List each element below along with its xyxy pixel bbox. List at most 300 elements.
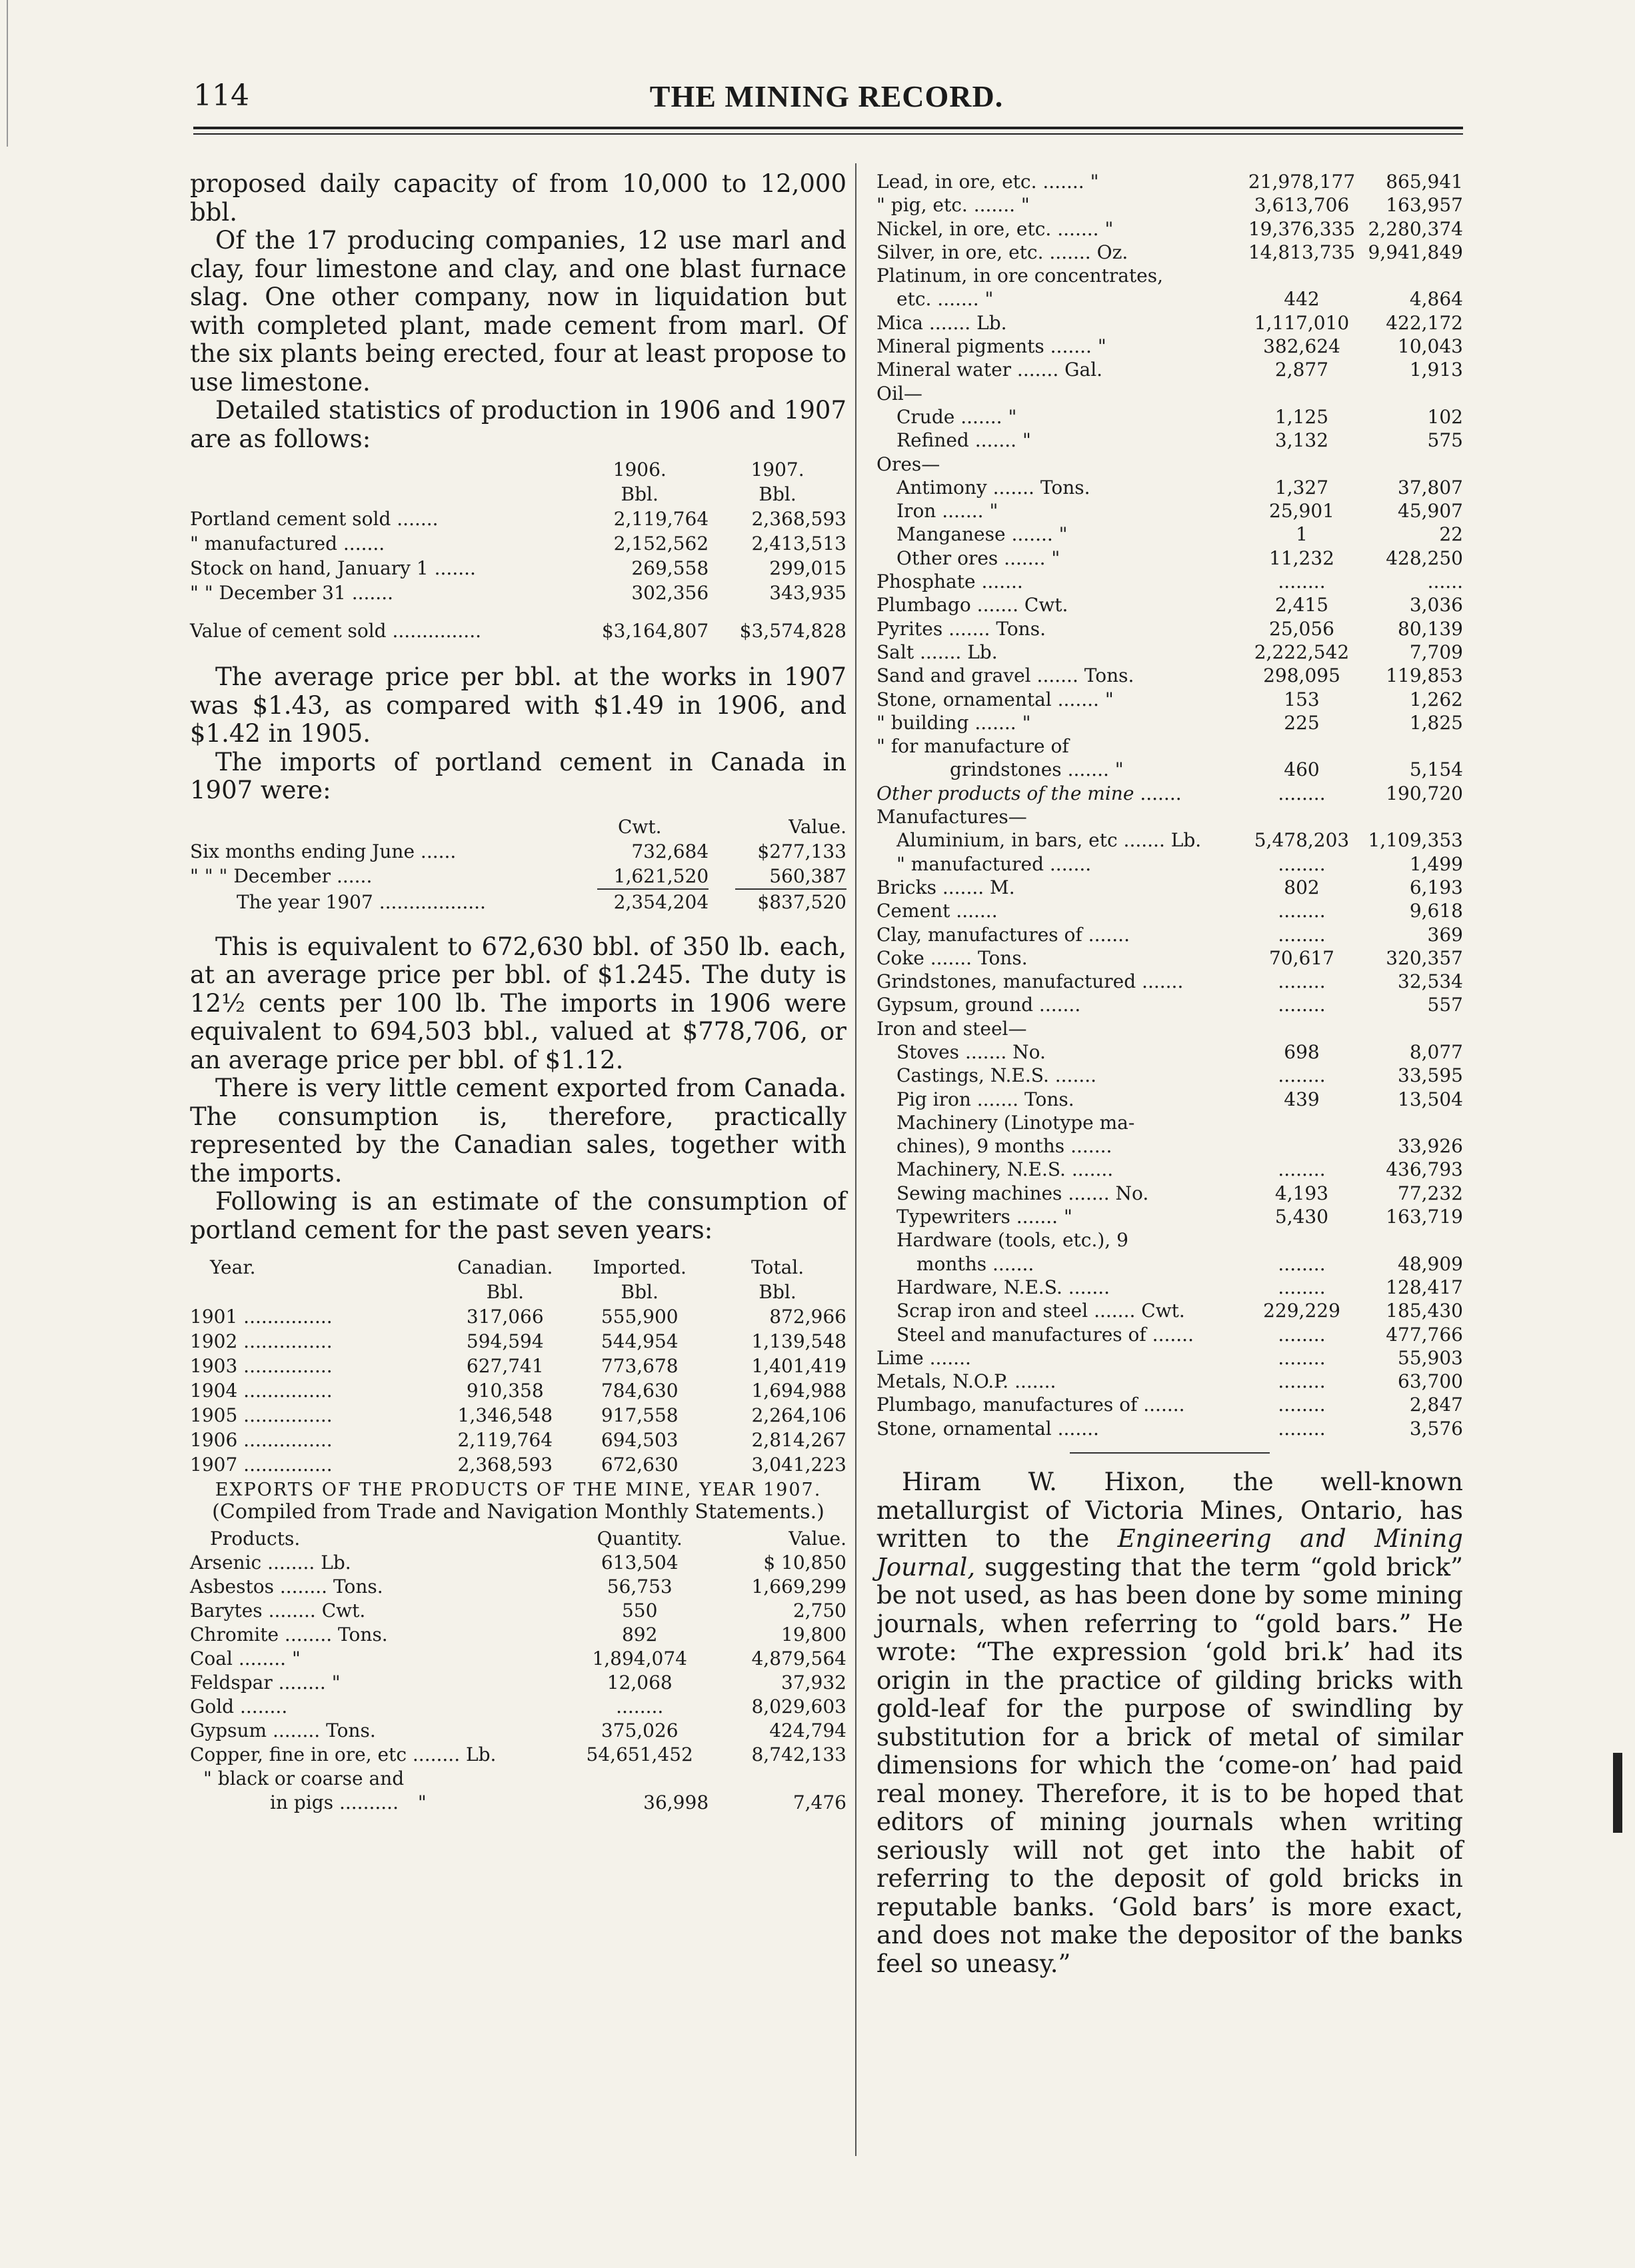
cell: ........ xyxy=(616,1696,664,1717)
cell: 424,794 xyxy=(769,1719,846,1741)
cell: 102 xyxy=(1427,405,1463,428)
cell: 37,932 xyxy=(781,1672,846,1694)
cell: 343,935 xyxy=(769,582,846,604)
cell xyxy=(1246,264,1357,287)
table-row: Phosphate ....... ........ ...... xyxy=(876,570,1463,593)
table-row: " building ....... " 225 1,825 xyxy=(876,711,1463,734)
col-header: Canadian. xyxy=(457,1256,553,1278)
cell: 229,229 xyxy=(1263,1300,1340,1322)
table-row xyxy=(876,453,1463,476)
cell: 698 xyxy=(1284,1040,1320,1063)
cell: 2,354,204 xyxy=(613,890,709,913)
col-header: Products. xyxy=(210,1528,301,1550)
cell: 14,813,735 xyxy=(1248,241,1356,263)
cell: ........ xyxy=(1278,1064,1326,1087)
row-year: 1906 xyxy=(190,1429,238,1451)
cell xyxy=(1246,453,1357,476)
cell: 12,068 xyxy=(607,1672,673,1694)
row-label: Stock on hand, January 1 xyxy=(190,557,429,579)
row-label: Other products of the mine xyxy=(876,782,1134,804)
row-unit: " xyxy=(1022,711,1031,734)
row-label: Silver, in ore, etc. xyxy=(876,241,1044,263)
row-unit: Lb. xyxy=(967,640,998,663)
table-row: Barytes ........ Cwt. 550 2,750 xyxy=(190,1600,846,1622)
row-label: Stone, ornamental xyxy=(876,1417,1052,1440)
row-label: " pig, etc. xyxy=(876,194,968,217)
page-header xyxy=(193,79,1460,125)
table-row xyxy=(876,382,1463,405)
table-row: Gold ........ ........ 8,029,603 xyxy=(190,1696,846,1717)
cell: 1,669,299 xyxy=(751,1576,846,1598)
row-label: Lime xyxy=(876,1346,924,1369)
cell: $3,164,807 xyxy=(601,620,709,642)
table-row: etc. ....... " 442 4,864 xyxy=(896,288,1463,311)
cell: 2,413,513 xyxy=(751,533,846,555)
row-unit: " xyxy=(417,1791,427,1813)
row-unit: Tons. xyxy=(333,1576,383,1598)
table-row: Silver, in ore, etc. ....... Oz. 14,813,735 9,941,849 xyxy=(876,241,1463,263)
cell: 4,193 xyxy=(1274,1182,1329,1204)
cell: 1,139,548 xyxy=(751,1330,846,1352)
cell xyxy=(1246,1017,1357,1040)
table-row: " " " December ...... 1,621,520 560,387 xyxy=(190,864,846,887)
cell: ........ xyxy=(1278,1323,1326,1346)
col-header: Total. xyxy=(751,1256,805,1278)
row-label: Gold xyxy=(190,1696,235,1717)
cell: 694,503 xyxy=(601,1429,679,1451)
row-unit: " xyxy=(1051,547,1060,569)
row-year: 1907 xyxy=(190,1454,238,1476)
cell: 477,766 xyxy=(1386,1323,1463,1346)
cell: ........ xyxy=(1278,1276,1326,1298)
row-label: Hardware, N.E.S. xyxy=(896,1276,1062,1298)
cell xyxy=(1246,382,1357,405)
cell: 1,125 xyxy=(1274,405,1329,428)
right-column xyxy=(876,170,1463,1978)
cell: 2,877 xyxy=(1274,359,1329,381)
cell: 3,613,706 xyxy=(1254,194,1350,217)
row-label: Crude xyxy=(896,405,955,428)
cell: 1,327 xyxy=(1274,476,1329,499)
cell: 77,232 xyxy=(1398,1182,1463,1204)
table-row: Castings, N.E.S. ....... ........ 33,595 xyxy=(896,1064,1463,1087)
cell: 36,998 xyxy=(643,1791,709,1813)
cell: 2,152,562 xyxy=(613,533,709,555)
cell: 594,594 xyxy=(466,1330,544,1352)
cell: 320,357 xyxy=(1386,946,1463,969)
cell: 55,903 xyxy=(1398,1346,1463,1369)
cell: 2,280,374 xyxy=(1368,217,1463,240)
row-unit: Tons. xyxy=(996,617,1046,640)
row-label: Oil— xyxy=(876,382,922,405)
cell: 627,741 xyxy=(466,1355,544,1377)
table-row: Lime ....... ........ 55,903 xyxy=(876,1346,1463,1369)
table-row xyxy=(876,264,1463,287)
table-row: Gypsum, ground ....... ........ 557 xyxy=(876,994,1463,1016)
row-label: The year 1907 xyxy=(237,890,373,913)
cell: 555,900 xyxy=(601,1306,679,1328)
row-label: chines), 9 months xyxy=(896,1135,1065,1158)
cell: 4,879,564 xyxy=(751,1648,846,1670)
row-unit: Cwt. xyxy=(1024,594,1068,616)
paragraph: Detailed statistics of production in 1906 and 1907 are as follows: xyxy=(190,396,846,453)
cell: ........ xyxy=(1278,1158,1326,1181)
cell: ........ xyxy=(1278,900,1326,922)
row-unit: " xyxy=(331,1672,341,1694)
page-number: 114 xyxy=(193,79,249,113)
row-unit: Tons. xyxy=(326,1719,376,1741)
table-row: " manufactured ....... 2,152,562 2,413,513 xyxy=(190,533,846,555)
cell: 10,043 xyxy=(1398,335,1463,358)
cell: 575 xyxy=(1427,429,1463,452)
cell: 436,793 xyxy=(1386,1158,1463,1181)
row-label: Metals, N.O.P. xyxy=(876,1370,1009,1393)
cell: 560,387 xyxy=(769,864,846,887)
cell xyxy=(1246,805,1357,828)
cell: 9,941,849 xyxy=(1368,241,1463,263)
cell: 190,720 xyxy=(1386,782,1463,804)
table-row: Iron ....... " 25,901 45,907 xyxy=(896,500,1463,523)
row-label: Castings, N.E.S. xyxy=(896,1064,1049,1087)
cell: 163,957 xyxy=(1386,194,1463,217)
table-row: grindstones ....... " 460 5,154 xyxy=(950,758,1463,781)
table-row: 1903 ............... 627,741 773,678 1,401,419 xyxy=(190,1355,846,1377)
cell: 8,077 xyxy=(1409,1040,1463,1063)
row-unit: Cwt. xyxy=(321,1600,366,1622)
row-unit: " xyxy=(1063,1206,1072,1228)
cell xyxy=(1358,1017,1463,1040)
table-row: Metals, N.O.P. ....... ........ 63,700 xyxy=(876,1370,1463,1393)
row-unit: Tons. xyxy=(1024,1088,1074,1110)
cell: 56,753 xyxy=(607,1576,673,1598)
row-label: grindstones xyxy=(950,758,1062,781)
row-label: Nickel, in ore, etc. xyxy=(876,217,1052,240)
row-label: Stoves xyxy=(896,1040,960,1063)
table-row: Arsenic ........ Lb. 613,504 $ 10,850 xyxy=(190,1552,846,1574)
table-row: Lead, in ore, etc. ....... " 21,978,177 865,941 xyxy=(876,171,1463,193)
journal-title: Engineering and Mining Journal, xyxy=(876,1524,1463,1582)
paragraph: Following is an estimate of the consumption of portland cement for the past seven years: xyxy=(190,1187,846,1244)
table-row: Gypsum ........ Tons. 375,026 424,794 xyxy=(190,1719,846,1741)
cell: $ 10,850 xyxy=(763,1552,846,1574)
cell: 382,624 xyxy=(1263,335,1340,358)
cell: 550 xyxy=(621,1600,658,1622)
row-unit: " xyxy=(1104,217,1114,240)
separator-rule xyxy=(1070,1452,1270,1454)
table-row: Manganese ....... " 1 22 xyxy=(896,523,1463,546)
cell: 19,800 xyxy=(781,1624,846,1646)
cell: 917,558 xyxy=(601,1404,679,1426)
cell: 3,576 xyxy=(1409,1417,1463,1440)
table-row: Refined ....... " 3,132 575 xyxy=(896,429,1463,452)
col-unit: Bbl. xyxy=(486,1281,524,1303)
cell: 3,041,223 xyxy=(751,1454,846,1476)
cell: ........ xyxy=(1278,1417,1326,1440)
row-label: " for manufacture of xyxy=(876,735,1069,758)
cell: 1,694,988 xyxy=(751,1380,846,1402)
row-label: Other ores xyxy=(896,547,998,569)
exports-title: EXPORTS OF THE PRODUCTS OF THE MINE, YEAR 1907. xyxy=(215,1480,822,1500)
cell xyxy=(1358,805,1463,828)
table-row: Plumbago ....... Cwt. 2,415 3,036 xyxy=(876,594,1463,616)
cell: 299,015 xyxy=(769,557,846,579)
column-divider xyxy=(855,163,856,2156)
running-title: THE MINING RECORD. xyxy=(649,79,1004,113)
cell: 892 xyxy=(621,1624,658,1646)
row-unit: " xyxy=(984,288,994,311)
cell xyxy=(1358,264,1463,287)
cell xyxy=(1358,1111,1463,1134)
row-unit: Lb. xyxy=(976,311,1007,334)
table-row: Crude ....... " 1,125 102 xyxy=(896,405,1463,428)
cell: 119,853 xyxy=(1386,664,1463,687)
cell: 269,558 xyxy=(631,557,709,579)
cell: 11,232 xyxy=(1269,547,1334,569)
row-unit: " xyxy=(1022,429,1031,452)
table-row: Plumbago, manufactures of ....... ........ 2,847 xyxy=(876,1394,1463,1416)
cell: 8,029,603 xyxy=(751,1696,846,1717)
table-row: Sand and gravel ....... Tons. 298,095 119,853 xyxy=(876,664,1463,687)
table-row: Other ores ....... " 11,232 428,250 xyxy=(896,547,1463,569)
cell: 2,119,764 xyxy=(457,1429,553,1451)
row-year: 1904 xyxy=(190,1380,238,1402)
exports-subtitle: (Compiled from Trade and Navigation Monthly Statements.) xyxy=(212,1500,824,1524)
cell xyxy=(1246,1134,1357,1158)
row-label: Clay, manufactures of xyxy=(876,923,1082,946)
cell: ........ xyxy=(1278,852,1326,875)
row-label: Gypsum xyxy=(190,1719,267,1741)
cell: 70,617 xyxy=(1269,946,1334,969)
cell: 25,901 xyxy=(1269,500,1334,523)
row-label: Manufactures— xyxy=(876,806,1027,828)
cell: 7,476 xyxy=(793,1791,846,1813)
table-row: Coke ....... Tons. 70,617 320,357 xyxy=(876,946,1463,969)
col-unit: Bbl. xyxy=(621,1281,659,1303)
row-label: Refined xyxy=(896,429,969,452)
cell: 732,684 xyxy=(631,840,709,862)
cell: 13,504 xyxy=(1398,1088,1463,1110)
cell: ........ xyxy=(1278,994,1326,1016)
table-row: Pyrites ....... Tons. 25,056 80,139 xyxy=(876,617,1463,640)
table-row xyxy=(876,1017,1463,1040)
paragraph: The imports of portland cement in Canada in 1907 were: xyxy=(190,747,846,804)
cell: 48,909 xyxy=(1398,1252,1463,1275)
cell: ........ xyxy=(1278,782,1326,804)
table-row: " pig, etc. ....... " 3,613,706 163,957 xyxy=(876,194,1463,217)
cell: 2,264,106 xyxy=(751,1404,846,1426)
cell xyxy=(1246,1111,1357,1134)
col-header: Value. xyxy=(789,1528,846,1550)
row-label: Arsenic xyxy=(190,1552,262,1574)
row-label: in pigs xyxy=(270,1791,334,1813)
row-label: Mineral water xyxy=(876,359,1012,381)
table-row xyxy=(876,1111,1463,1134)
row-label: Phosphate xyxy=(876,570,976,593)
row-label: Machinery (Linotype ma- xyxy=(896,1111,1135,1134)
cell: 185,430 xyxy=(1386,1300,1463,1322)
cell: 1,913 xyxy=(1409,359,1463,381)
row-unit: Lb. xyxy=(466,1743,497,1765)
row-unit: Oz. xyxy=(1096,241,1128,263)
header-rule-thin xyxy=(193,133,1463,135)
cell: 557 xyxy=(1427,994,1463,1016)
left-column xyxy=(190,170,846,1815)
row-label: Platinum, in ore concentrates, xyxy=(876,265,1163,287)
table-row: Steel and manufactures of ....... ........ 477,766 xyxy=(896,1323,1463,1346)
row-label: Iron xyxy=(896,500,936,523)
cell: 422,172 xyxy=(1386,311,1463,334)
row-unit: Tons. xyxy=(1040,476,1090,499)
row-unit: " xyxy=(1090,171,1099,193)
cell: 128,417 xyxy=(1386,1276,1463,1298)
row-label: Mineral pigments xyxy=(876,335,1044,358)
cell: 63,700 xyxy=(1398,1370,1463,1393)
table-row: Mineral water ....... Gal. 2,877 1,913 xyxy=(876,359,1463,381)
cell: 613,504 xyxy=(601,1552,679,1574)
cell: ........ xyxy=(1278,1252,1326,1275)
cell: 1,117,010 xyxy=(1254,311,1350,334)
cell: 773,678 xyxy=(601,1355,679,1377)
row-unit: " xyxy=(1058,523,1068,546)
table-row: in pigs .......... " 36,998 7,476 xyxy=(270,1791,846,1813)
cell: 2,750 xyxy=(793,1600,846,1622)
cell: ........ xyxy=(1278,1394,1326,1416)
row-label: Coke xyxy=(876,946,924,969)
row-unit: Lb. xyxy=(1170,829,1202,852)
cell: 22 xyxy=(1439,523,1463,546)
text-run: suggesting that the term “gold brick” be not used, as has been done by some mining journals, when referring to “gold bars.” He wrote: “The expression ‘gold bri.k’ had its origin in the practice of gilding bricks with gold-leaf for the purpose of swindling by substitution for a brick of metal of similar dimensions for which the ‘come-on’ had paid real money. Therefore, it is to be hoped that editors of mining journals when writing seriously will not get into the habit of referring to the deposit of gold bricks in reputable banks. ‘Gold bars’ is more exact, and does not make the depositor of the banks feel so uneasy.” xyxy=(876,1552,1463,1978)
table-row: Cement ....... ........ 9,618 xyxy=(876,900,1463,922)
cell: 225 xyxy=(1284,711,1320,734)
row-label: Stone, ornamental xyxy=(876,688,1052,710)
cell: 3,036 xyxy=(1409,594,1463,616)
cell: 153 xyxy=(1284,688,1320,710)
cell: 428,250 xyxy=(1386,547,1463,569)
cell: 1,346,548 xyxy=(457,1404,553,1426)
row-label: Copper, fine in ore, etc xyxy=(190,1743,407,1765)
table-row: 1904 ............... 910,358 784,630 1,694,988 xyxy=(190,1380,846,1402)
table-row: 1906 ............... 2,119,764 694,503 2,814,267 xyxy=(190,1429,846,1451)
table-row xyxy=(190,1767,846,1791)
cell: 2,415 xyxy=(1274,594,1329,616)
cell: 9,618 xyxy=(1409,900,1463,922)
row-label: Machinery, N.E.S. xyxy=(896,1158,1066,1181)
cell: 32,534 xyxy=(1398,970,1463,993)
row-label: " manufactured xyxy=(896,852,1044,875)
row-label: Steel and manufactures of xyxy=(896,1323,1146,1346)
cell: 5,478,203 xyxy=(1254,829,1350,852)
table-row: Coal ........ " 1,894,074 4,879,564 xyxy=(190,1648,846,1670)
cell xyxy=(1358,453,1463,476)
hixon-paragraph xyxy=(876,1468,1463,1978)
table-row: Salt ....... Lb. 2,222,542 7,709 xyxy=(876,640,1463,663)
table-row: " manufactured ....... ........ 1,499 xyxy=(896,852,1463,875)
row-label: etc. xyxy=(896,288,932,311)
col-header: Imported. xyxy=(593,1256,687,1278)
row-unit: No. xyxy=(1012,1040,1046,1063)
row-label: Pyrites xyxy=(876,617,943,640)
table-row: Machinery, N.E.S. ....... ........ 436,793 xyxy=(896,1158,1463,1181)
table-row: chines), 9 months ....... 33,926 xyxy=(896,1135,1463,1158)
cell: 2,847 xyxy=(1409,1394,1463,1416)
col-unit: Bbl. xyxy=(759,483,797,505)
cell: 298,095 xyxy=(1263,664,1340,687)
cell: ........ xyxy=(1278,923,1326,946)
row-label: Asbestos xyxy=(190,1576,274,1598)
consumption-table xyxy=(190,1255,846,1477)
table-row xyxy=(876,1228,1463,1252)
table-row: Grindstones, manufactured ....... ........ 32,534 xyxy=(876,970,1463,993)
production-table xyxy=(190,457,846,643)
row-label: Sand and gravel xyxy=(876,664,1031,687)
table-row: Bricks ....... M. 802 6,193 xyxy=(876,876,1463,898)
cell: 5,154 xyxy=(1409,758,1463,781)
cell: 460 xyxy=(1284,758,1320,781)
row-unit: " xyxy=(1020,194,1030,217)
table-row: The year 1907 .................. 2,354,204 $837,520 xyxy=(237,890,846,913)
table-row: 1902 ............... 594,594 544,954 1,139,548 xyxy=(190,1330,846,1352)
row-label: " manufactured xyxy=(190,533,337,555)
row-unit: " xyxy=(1104,688,1114,710)
row-label: Plumbago xyxy=(876,594,971,616)
cell: 544,954 xyxy=(601,1330,679,1352)
col-header: Value. xyxy=(789,815,846,838)
cell: 7,709 xyxy=(1409,640,1463,663)
cell: 302,356 xyxy=(631,582,709,604)
row-label: " " December 31 xyxy=(190,582,346,604)
exports-table-continued xyxy=(876,170,1463,1440)
table-row xyxy=(876,734,1463,758)
cell: 2,368,593 xyxy=(457,1454,553,1476)
paragraph: This is equivalent to 672,630 bbl. of 350 lb. each, at an average price per bbl. of $1.245. The duty is 12½ cents per 100 lb. The imports in 1906 were equivalent to 694,503 bbl., valued at $778,706, or an average price per bbl. of $1.12. xyxy=(190,932,846,1074)
row-label: Typewriters xyxy=(896,1206,1010,1228)
cell: 369 xyxy=(1427,923,1463,946)
paragraph: proposed daily capacity of from 10,000 to 12,000 bbl. xyxy=(190,169,846,227)
text-run: Hiram W. Hixon, the well-known metallurgist of Victoria Mines, Ontario, has written to the xyxy=(876,1468,1463,1554)
table-row: " " December 31 ....... 302,356 343,935 xyxy=(190,582,846,604)
row-label: Iron and steel— xyxy=(876,1017,1027,1040)
row-label: Portland cement sold xyxy=(190,508,391,530)
header-rule xyxy=(193,127,1463,129)
cell: $3,574,828 xyxy=(739,620,846,642)
row-label: Antimony xyxy=(896,476,987,499)
cell: 1 xyxy=(1296,523,1308,546)
cell: 872,966 xyxy=(769,1306,846,1328)
row-label: Scrap iron and steel xyxy=(896,1300,1088,1322)
row-label: Cement xyxy=(876,900,950,922)
row-label: Aluminium, in bars, etc xyxy=(896,829,1118,852)
table-row: Mica ....... Lb. 1,117,010 422,172 xyxy=(876,311,1463,334)
cell: 33,595 xyxy=(1398,1064,1463,1087)
cell: 1,262 xyxy=(1409,688,1463,710)
row-label: Bricks xyxy=(876,876,936,898)
table-row: Stone, ornamental ....... " 153 1,262 xyxy=(876,688,1463,710)
cell: 2,222,542 xyxy=(1254,640,1350,663)
cell: 2,368,593 xyxy=(751,508,846,530)
row-unit: Tons. xyxy=(1084,664,1134,687)
cell: 865,941 xyxy=(1386,171,1463,193)
cell: 80,139 xyxy=(1398,617,1463,640)
cell: 2,814,267 xyxy=(751,1429,846,1451)
cell: 33,926 xyxy=(1398,1135,1463,1158)
row-label: " " " December xyxy=(190,864,331,887)
row-unit: " xyxy=(1097,335,1106,358)
row-year: 1901 xyxy=(190,1306,238,1328)
row-label: Value of cement sold xyxy=(190,620,387,642)
table-row: Sewing machines ....... No. 4,193 77,232 xyxy=(896,1182,1463,1204)
table-row: Clay, manufactures of ....... ........ 369 xyxy=(876,923,1463,946)
cell: $837,520 xyxy=(757,890,846,913)
